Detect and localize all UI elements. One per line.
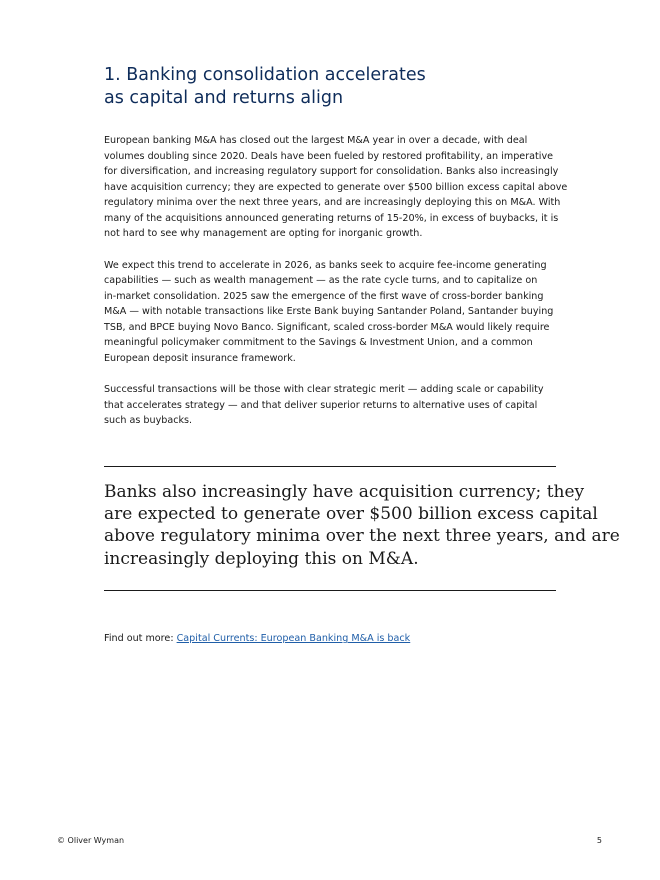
paragraph-line: M&A — with notable transactions like Erste Bank buying Santander Poland, Santander buying — [104, 306, 554, 317]
quote-bottom-divider — [104, 590, 556, 591]
find-out-more — [104, 631, 410, 646]
find-out-more-label: Find out more: — [104, 633, 177, 644]
paragraph-line: for diversification, and increasing regulatory support for consolidation. Banks also increasingly — [104, 166, 559, 177]
paragraph-1 — [104, 133, 568, 242]
pull-quote-line: Banks also increasingly have acquisition currency; they — [104, 482, 585, 502]
paragraph-line: European deposit insurance framework. — [104, 352, 296, 364]
paragraph-line: TSB, and BPCE buying Novo Banco. Significant, scaled cross-border M&A would likely require — [104, 321, 550, 333]
paragraph-line: capabilities — such as wealth management — as the rate cycle turns, and to capitalize on — [104, 275, 538, 286]
paragraph-line: regulatory minima over the next three years, and are increasingly deploying this on M&A. With — [104, 197, 561, 208]
paragraph-line: that accelerates strategy — and that deliver superior returns to alternative uses of capital — [104, 399, 538, 411]
capital-currents-link[interactable]: Capital Currents: European Banking M&A is back — [176, 633, 411, 644]
body-text — [104, 133, 568, 445]
page-number: 5 — [596, 836, 602, 845]
paragraph-line: volumes doubling since 2020. Deals have been fueled by restored profitability, an imperative — [104, 150, 554, 162]
pull-quote — [104, 481, 620, 570]
paragraph-line: meaningful policymaker commitment to the Savings & Investment Union, and a common — [104, 337, 533, 348]
paragraph-line: Successful transactions will be those with clear strategic merit — adding scale or capability — [104, 384, 544, 395]
paragraph-line: such as buybacks. — [104, 415, 193, 426]
paragraph-line: in-market consolidation. 2025 saw the emergence of the first wave of cross-border banking — [104, 290, 544, 302]
paragraph-line: not hard to see why management are opting for inorganic growth. — [104, 228, 423, 239]
quote-top-divider — [104, 466, 556, 467]
footer-copyright: © Oliver Wyman — [57, 836, 125, 845]
section-heading — [104, 64, 524, 110]
paragraph-3 — [104, 382, 556, 429]
paragraph-line: We expect this trend to accelerate in 2026, as banks seek to acquire fee-income generating — [104, 259, 547, 271]
heading-line: 1. Banking consolidation accelerates — [104, 65, 426, 85]
heading-line: as capital and returns align — [104, 88, 344, 108]
paragraph-2 — [104, 258, 556, 367]
pull-quote-line: above regulatory minima over the next three years, and are — [104, 526, 620, 547]
pull-quote-line: increasingly deploying this on M&A. — [104, 548, 419, 569]
paragraph-line: many of the acquisitions announced generating returns of 15-20%, in excess of buybacks, it is — [104, 212, 559, 224]
pull-quote-line: are expected to generate over $500 billion excess capital — [104, 504, 598, 525]
paragraph-line: European banking M&A has closed out the largest M&A year in over a decade, with deal — [104, 135, 528, 146]
paragraph-line: have acquisition currency; they are expected to generate over $500 billion excess capital above — [104, 181, 568, 193]
